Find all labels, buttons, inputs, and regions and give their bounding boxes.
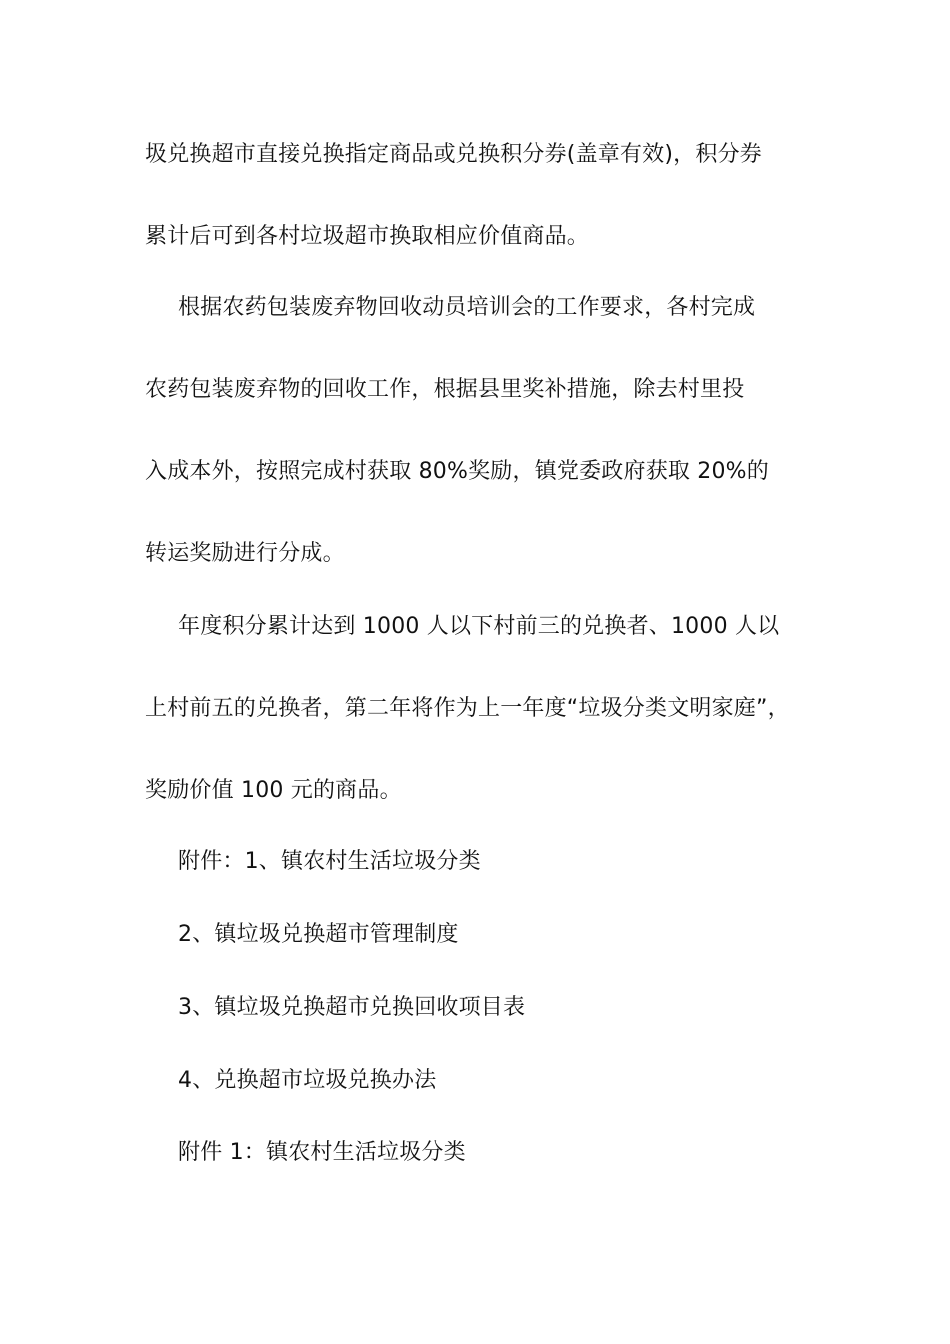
paragraph-line: 累计后可到各村垃圾超市换取相应价值商品。 <box>145 224 590 249</box>
paragraph-line: 奖励价值 100 元的商品。 <box>145 778 402 803</box>
attachment-item: 3、镇垃圾兑换超市兑换回收项目表 <box>178 995 526 1020</box>
paragraph-line: 圾兑换超市直接兑换指定商品或兑换积分券(盖章有效)，积分券 <box>145 142 762 167</box>
attachment-item: 2、镇垃圾兑换超市管理制度 <box>178 922 459 947</box>
paragraph-line: 入成本外，按照完成村获取 80%奖励，镇党委政府获取 20%的 <box>145 459 769 484</box>
attachment-item: 4、兑换超市垃圾兑换办法 <box>178 1068 437 1093</box>
paragraph-line: 上村前五的兑换者，第二年将作为上一年度“垃圾分类文明家庭”， <box>145 696 790 721</box>
paragraph-line: 根据农药包装废弃物回收动员培训会的工作要求，各村完成 <box>178 295 756 320</box>
paragraph-line: 年度积分累计达到 1000 人以下村前三的兑换者、1000 人以 <box>178 614 780 639</box>
paragraph-line: 农药包装废弃物的回收工作，根据县里奖补措施，除去村里投 <box>145 377 745 402</box>
paragraph-line: 转运奖励进行分成。 <box>145 541 345 566</box>
section-heading: 附件 1：镇农村生活垃圾分类 <box>178 1140 466 1165</box>
attachment-heading: 附件：1、镇农村生活垃圾分类 <box>178 849 481 874</box>
